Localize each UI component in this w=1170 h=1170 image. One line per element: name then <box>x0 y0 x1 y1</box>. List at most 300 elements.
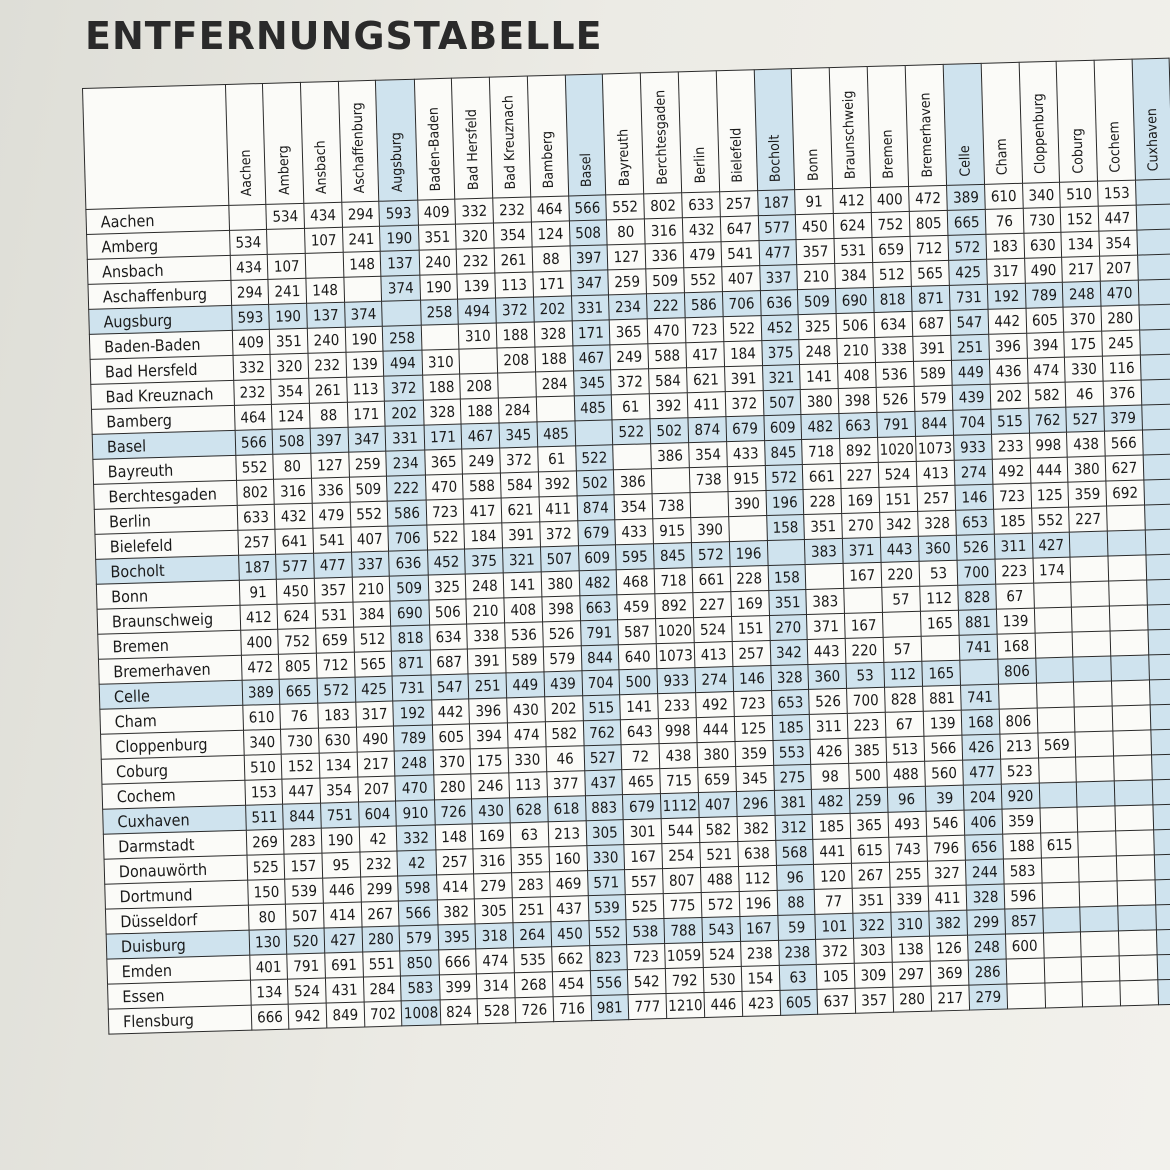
distance-cell: 524 <box>288 978 326 1004</box>
distance-cell: 659 <box>698 767 736 793</box>
column-header <box>829 67 870 189</box>
distance-cell: 718 <box>654 568 693 594</box>
distance-cell: 566 <box>235 429 273 455</box>
distance-cell: 370 <box>1063 306 1101 332</box>
distance-cell: 981 <box>591 995 629 1021</box>
distance-cell: 165 <box>922 660 961 686</box>
distance-cell <box>690 492 728 518</box>
column-header <box>1019 61 1060 183</box>
distance-cell: 1112 <box>660 793 699 819</box>
distance-cell: 380 <box>1068 456 1106 482</box>
distance-cell <box>1110 630 1148 656</box>
distance-cell: 605 <box>432 724 470 750</box>
distance-cell: 154 <box>741 965 779 991</box>
distance-cell: 1210 <box>666 992 705 1018</box>
distance-cell: 317 <box>987 258 1025 284</box>
distance-cell <box>1074 681 1112 707</box>
distance-cell: 634 <box>429 624 467 650</box>
distance-cell: 560 <box>925 760 964 786</box>
distance-cell: 610 <box>985 183 1023 209</box>
distance-cell: 317 <box>355 701 393 727</box>
distance-cell: 204 <box>964 784 1002 810</box>
row-header: Cuxhaven <box>103 805 246 834</box>
distance-cell: 702 <box>364 1001 402 1027</box>
distance-cell: 396 <box>469 698 507 724</box>
distance-cell: 360 <box>808 663 846 689</box>
distance-cell: 730 <box>1023 207 1061 233</box>
distance-cell <box>1077 781 1115 807</box>
distance-cell: 382 <box>737 815 775 841</box>
distance-cell: 618 <box>547 796 585 822</box>
distance-cell: 488 <box>701 866 739 892</box>
distance-cell: 183 <box>318 702 356 728</box>
distance-cell: 397 <box>310 427 348 453</box>
distance-cell: 509 <box>646 268 685 294</box>
distance-cell: 432 <box>683 217 721 243</box>
distance-cell: 653 <box>771 689 809 715</box>
distance-cell: 227 <box>693 592 731 618</box>
distance-cell: 328 <box>918 510 957 536</box>
distance-cell: 96 <box>887 786 926 812</box>
distance-cell: 113 <box>495 272 533 298</box>
distance-cell: 152 <box>1061 206 1099 232</box>
distance-cell: 213 <box>548 821 586 847</box>
distance-cell: 127 <box>311 452 349 478</box>
distance-cell: 551 <box>362 951 400 977</box>
distance-cell <box>1112 705 1150 731</box>
distance-cell: 227 <box>1069 506 1107 532</box>
distance-cell: 303 <box>854 937 892 963</box>
distance-cell: 112 <box>884 661 923 687</box>
distance-cell: 316 <box>473 848 511 874</box>
distance-cell: 738 <box>690 467 728 493</box>
distance-cell: 369 <box>930 960 969 986</box>
column-header <box>263 82 304 204</box>
distance-cell: 385 <box>848 737 886 763</box>
distance-cell: 527 <box>584 745 622 771</box>
row-header: Aachen <box>86 205 229 234</box>
distance-cell: 731 <box>950 284 988 310</box>
distance-cell: 42 <box>359 826 397 852</box>
distance-cell: 526 <box>957 534 995 560</box>
distance-cell: 427 <box>324 927 362 953</box>
distance-cell: 188 <box>422 374 460 400</box>
distance-cell <box>1149 654 1170 680</box>
column-header-label: Baden-Baden <box>425 106 445 192</box>
distance-cell: 372 <box>540 521 578 547</box>
distance-cell <box>1075 731 1113 757</box>
distance-cell: 791 <box>287 953 325 979</box>
distance-cell: 433 <box>615 519 653 545</box>
distance-cell: 528 <box>477 998 515 1024</box>
distance-cell: 202 <box>533 296 571 322</box>
distance-cell: 151 <box>731 616 769 642</box>
distance-cell: 98 <box>811 763 849 789</box>
column-header-label: Bayreuth <box>614 128 633 187</box>
distance-cell: 640 <box>618 644 656 670</box>
distance-cell <box>1073 656 1111 682</box>
distance-cell: 249 <box>462 448 500 474</box>
column-header <box>376 79 418 201</box>
distance-cell: 376 <box>1103 380 1141 406</box>
distance-cell: 1020 <box>655 618 694 644</box>
distance-cell: 443 <box>807 638 845 664</box>
distance-cell <box>1156 929 1170 955</box>
distance-cell: 556 <box>590 970 628 996</box>
distance-cell <box>1035 632 1073 658</box>
distance-cell: 423 <box>742 990 780 1016</box>
distance-cell: 565 <box>354 651 392 677</box>
distance-cell: 535 <box>514 947 552 973</box>
distance-cell: 148 <box>435 824 473 850</box>
column-header <box>489 76 530 198</box>
distance-cell: 566 <box>924 735 963 761</box>
distance-cell: 679 <box>623 794 661 820</box>
distance-cell <box>805 563 843 589</box>
distance-cell: 157 <box>284 853 322 879</box>
distance-cell: 146 <box>955 484 993 510</box>
distance-cell <box>1075 706 1113 732</box>
distance-cell: 572 <box>765 465 803 491</box>
distance-cell: 579 <box>543 646 581 672</box>
distance-cell: 408 <box>838 362 876 388</box>
distance-cell: 628 <box>510 797 548 823</box>
distance-cell: 637 <box>817 988 855 1014</box>
distance-cell: 210 <box>466 598 504 624</box>
distance-cell: 46 <box>546 746 584 772</box>
distance-cell: 845 <box>764 440 802 466</box>
distance-cell: 379 <box>1104 405 1142 431</box>
distance-cell: 469 <box>549 871 587 897</box>
distance-cell <box>1114 755 1152 781</box>
distance-cell: 258 <box>420 299 458 325</box>
distance-cell: 310 <box>459 323 497 349</box>
distance-cell: 726 <box>515 997 553 1023</box>
distance-cell: 524 <box>703 941 741 967</box>
distance-cell <box>382 300 421 326</box>
distance-cell: 328 <box>534 321 572 347</box>
distance-cell: 507 <box>286 903 324 929</box>
row-header: Bad Kreuznach <box>91 380 234 409</box>
distance-cell: 426 <box>962 734 1000 760</box>
distance-cell: 582 <box>699 816 737 842</box>
distance-cell: 526 <box>542 621 580 647</box>
distance-cell: 777 <box>628 994 666 1020</box>
distance-cell: 141 <box>800 364 838 390</box>
distance-cell <box>1041 857 1079 883</box>
distance-cell: 264 <box>513 922 551 948</box>
distance-cell: 593 <box>379 200 418 226</box>
distance-cell: 351 <box>852 887 890 913</box>
distance-cell: 411 <box>687 392 725 418</box>
distance-cell: 492 <box>992 458 1030 484</box>
distance-cell <box>1113 730 1151 756</box>
distance-cell: 439 <box>952 384 990 410</box>
distance-cell: 500 <box>619 669 657 695</box>
distance-cell: 187 <box>238 554 276 580</box>
distance-cell: 881 <box>923 685 962 711</box>
distance-cell: 792 <box>665 967 704 993</box>
distance-cell: 365 <box>850 812 888 838</box>
distance-cell: 465 <box>622 769 660 795</box>
distance-cell: 39 <box>925 785 964 811</box>
row-header: Bad Hersfeld <box>90 355 233 384</box>
distance-cell: 871 <box>911 285 950 311</box>
distance-cell: 112 <box>920 585 959 611</box>
distance-cell <box>1139 329 1170 355</box>
row-header: Duisburg <box>106 930 249 959</box>
row-header: Cham <box>100 705 243 734</box>
distance-cell: 723 <box>993 483 1031 509</box>
column-header <box>414 78 455 200</box>
distance-cell: 370 <box>433 749 471 775</box>
distance-cell <box>267 228 305 254</box>
distance-cell <box>882 611 921 637</box>
distance-cell: 433 <box>727 441 765 467</box>
distance-cell: 53 <box>846 662 884 688</box>
distance-cell <box>1136 204 1170 230</box>
distance-cell: 188 <box>535 346 573 372</box>
distance-cell <box>767 539 805 565</box>
distance-cell: 546 <box>926 810 965 836</box>
distance-cell: 910 <box>396 800 435 826</box>
distance-cell: 589 <box>505 647 543 673</box>
distance-cell <box>1119 930 1157 956</box>
distance-cell: 245 <box>1102 330 1140 356</box>
distance-cell: 251 <box>512 897 550 923</box>
distance-cell: 507 <box>540 546 578 572</box>
distance-cell: 134 <box>250 979 288 1005</box>
distance-cell: 1073 <box>656 643 695 669</box>
row-header: Berlin <box>94 505 237 534</box>
distance-cell: 752 <box>871 211 910 237</box>
distance-cell: 372 <box>816 938 854 964</box>
distance-cell: 321 <box>503 547 541 573</box>
distance-cell <box>1076 756 1114 782</box>
distance-cell: 589 <box>913 360 952 386</box>
distance-cell: 184 <box>724 341 762 367</box>
distance-cell: 354 <box>1099 230 1137 256</box>
distance-cell: 464 <box>531 196 569 222</box>
distance-cell: 175 <box>471 748 509 774</box>
distance-cell: 509 <box>798 289 836 315</box>
distance-cell: 336 <box>645 243 684 269</box>
distance-cell: 849 <box>326 1002 364 1028</box>
distance-cell: 543 <box>702 916 740 942</box>
distance-cell: 593 <box>231 304 269 330</box>
distance-cell: 354 <box>614 494 652 520</box>
distance-cell: 248 <box>1063 281 1101 307</box>
row-header: Darmstadt <box>103 830 246 859</box>
distance-cell: 351 <box>270 328 308 354</box>
distance-cell: 267 <box>851 862 889 888</box>
distance-cell: 805 <box>909 210 948 236</box>
column-header-label: Aschaffenburg <box>349 101 369 194</box>
distance-cell <box>1144 504 1170 530</box>
distance-cell: 417 <box>686 342 724 368</box>
distance-cell: 665 <box>948 209 986 235</box>
distance-cell: 371 <box>807 613 845 639</box>
distance-cell <box>1107 505 1145 531</box>
distance-cell: 384 <box>835 262 873 288</box>
distance-cell: 624 <box>833 213 871 239</box>
distance-cell: 526 <box>876 386 915 412</box>
distance-cell: 57 <box>883 636 922 662</box>
distance-cell: 187 <box>757 190 795 216</box>
distance-cell: 382 <box>437 899 475 925</box>
distance-cell <box>1077 806 1115 832</box>
distance-cell: 470 <box>425 474 463 500</box>
distance-cell: 663 <box>579 595 617 621</box>
distance-cell: 534 <box>229 229 267 255</box>
distance-cell: 933 <box>954 434 992 460</box>
distance-cell <box>1146 579 1170 605</box>
distance-cell: 95 <box>322 852 360 878</box>
distance-cell: 220 <box>881 561 920 587</box>
distance-cell: 80 <box>273 453 311 479</box>
distance-cell: 168 <box>997 633 1035 659</box>
distance-cell <box>1153 829 1170 855</box>
distance-cell: 467 <box>461 423 499 449</box>
distance-cell <box>1156 904 1170 930</box>
distance-cell: 336 <box>312 477 350 503</box>
distance-cell <box>1153 804 1170 830</box>
distance-cell: 210 <box>352 576 390 602</box>
distance-cell: 588 <box>463 473 501 499</box>
distance-cell: 609 <box>578 545 616 571</box>
distance-cell: 169 <box>473 823 511 849</box>
distance-cell: 522 <box>723 316 761 342</box>
distance-cell: 636 <box>760 290 798 316</box>
distance-cell <box>1144 479 1170 505</box>
distance-cell: 506 <box>836 312 874 338</box>
column-header <box>716 70 757 192</box>
distance-cell: 426 <box>810 738 848 764</box>
distance-cell <box>1081 931 1119 957</box>
distance-cell: 76 <box>280 703 318 729</box>
distance-cell: 249 <box>610 344 648 370</box>
distance-cell: 374 <box>344 301 382 327</box>
distance-cell: 412 <box>240 604 278 630</box>
distance-cell: 139 <box>457 273 495 299</box>
distance-cell: 407 <box>351 526 389 552</box>
distance-cell: 185 <box>812 813 850 839</box>
distance-cell: 238 <box>778 939 816 965</box>
distance-cell: 627 <box>1105 455 1143 481</box>
distance-cell: 167 <box>624 844 662 870</box>
distance-cell: 634 <box>874 311 913 337</box>
distance-cell: 380 <box>541 571 579 597</box>
distance-cell: 228 <box>730 566 768 592</box>
distance-cell: 425 <box>355 676 393 702</box>
distance-cell: 280 <box>893 986 932 1012</box>
column-header-label: Aachen <box>237 149 256 197</box>
distance-cell <box>1080 906 1118 932</box>
distance-cell: 653 <box>956 509 994 535</box>
distance-cell <box>1035 657 1073 683</box>
distance-cell: 427 <box>1032 532 1070 558</box>
column-header <box>754 69 795 191</box>
distance-cell: 508 <box>569 220 607 246</box>
row-header: Donauwörth <box>104 855 247 884</box>
distance-cell: 844 <box>283 803 321 829</box>
distance-cell: 502 <box>650 418 689 444</box>
column-header-label: Bielefeld <box>728 127 747 183</box>
distance-cell: 322 <box>853 912 891 938</box>
distance-table <box>82 58 1170 1035</box>
distance-cell <box>1045 982 1083 1008</box>
distance-cell: 357 <box>314 577 352 603</box>
distance-cell: 190 <box>420 274 458 300</box>
distance-cell: 508 <box>272 428 310 454</box>
distance-cell: 506 <box>429 599 467 625</box>
distance-cell: 124 <box>272 403 310 429</box>
distance-cell: 320 <box>456 223 494 249</box>
column-header <box>452 77 493 199</box>
distance-cell: 347 <box>348 426 386 452</box>
distance-cell: 577 <box>758 215 796 241</box>
distance-cell: 325 <box>798 314 836 340</box>
distance-cell: 196 <box>766 490 804 516</box>
distance-cell: 579 <box>399 925 438 951</box>
distance-cell <box>1158 979 1170 1005</box>
distance-cell: 46 <box>1065 381 1103 407</box>
distance-cell: 355 <box>511 847 549 873</box>
distance-cell: 477 <box>963 759 1001 785</box>
distance-cell: 449 <box>506 672 544 698</box>
distance-cell: 151 <box>879 486 918 512</box>
distance-cell <box>1112 680 1150 706</box>
distance-cell <box>1117 880 1155 906</box>
distance-cell: 492 <box>696 692 734 718</box>
distance-cell: 568 <box>775 839 813 865</box>
distance-cell: 584 <box>501 472 539 498</box>
distance-cell: 442 <box>431 699 469 725</box>
distance-cell: 547 <box>950 309 988 335</box>
distance-cell: 248 <box>968 934 1006 960</box>
distance-cell: 406 <box>964 809 1002 835</box>
distance-cell: 666 <box>251 1004 289 1030</box>
distance-cell: 502 <box>576 470 614 496</box>
distance-cell: 534 <box>266 203 304 229</box>
distance-cell: 515 <box>582 695 620 721</box>
distance-cell: 311 <box>994 533 1032 559</box>
row-header: Berchtesgaden <box>94 480 237 509</box>
distance-cell: 325 <box>428 574 466 600</box>
distance-cell: 113 <box>346 376 384 402</box>
distance-cell: 222 <box>387 475 426 501</box>
distance-cell: 345 <box>499 422 537 448</box>
distance-cell: 371 <box>842 537 880 563</box>
column-header-label: Augsburg <box>388 131 407 193</box>
distance-cell: 190 <box>345 326 383 352</box>
distance-cell <box>1111 655 1149 681</box>
distance-cell: 354 <box>494 222 532 248</box>
distance-cell: 447 <box>282 778 320 804</box>
distance-cell: 472 <box>909 185 948 211</box>
distance-cell: 752 <box>278 628 316 654</box>
distance-cell: 171 <box>347 401 385 427</box>
distance-cell <box>1007 983 1045 1009</box>
distance-cell: 439 <box>544 671 582 697</box>
distance-cell: 411 <box>539 496 577 522</box>
distance-cell: 257 <box>732 641 770 667</box>
distance-cell: 196 <box>729 541 767 567</box>
column-header-label: Bocholt <box>766 134 784 182</box>
distance-cell: 126 <box>930 935 969 961</box>
distance-cell: 411 <box>928 885 967 911</box>
distance-cell: 148 <box>343 251 381 277</box>
